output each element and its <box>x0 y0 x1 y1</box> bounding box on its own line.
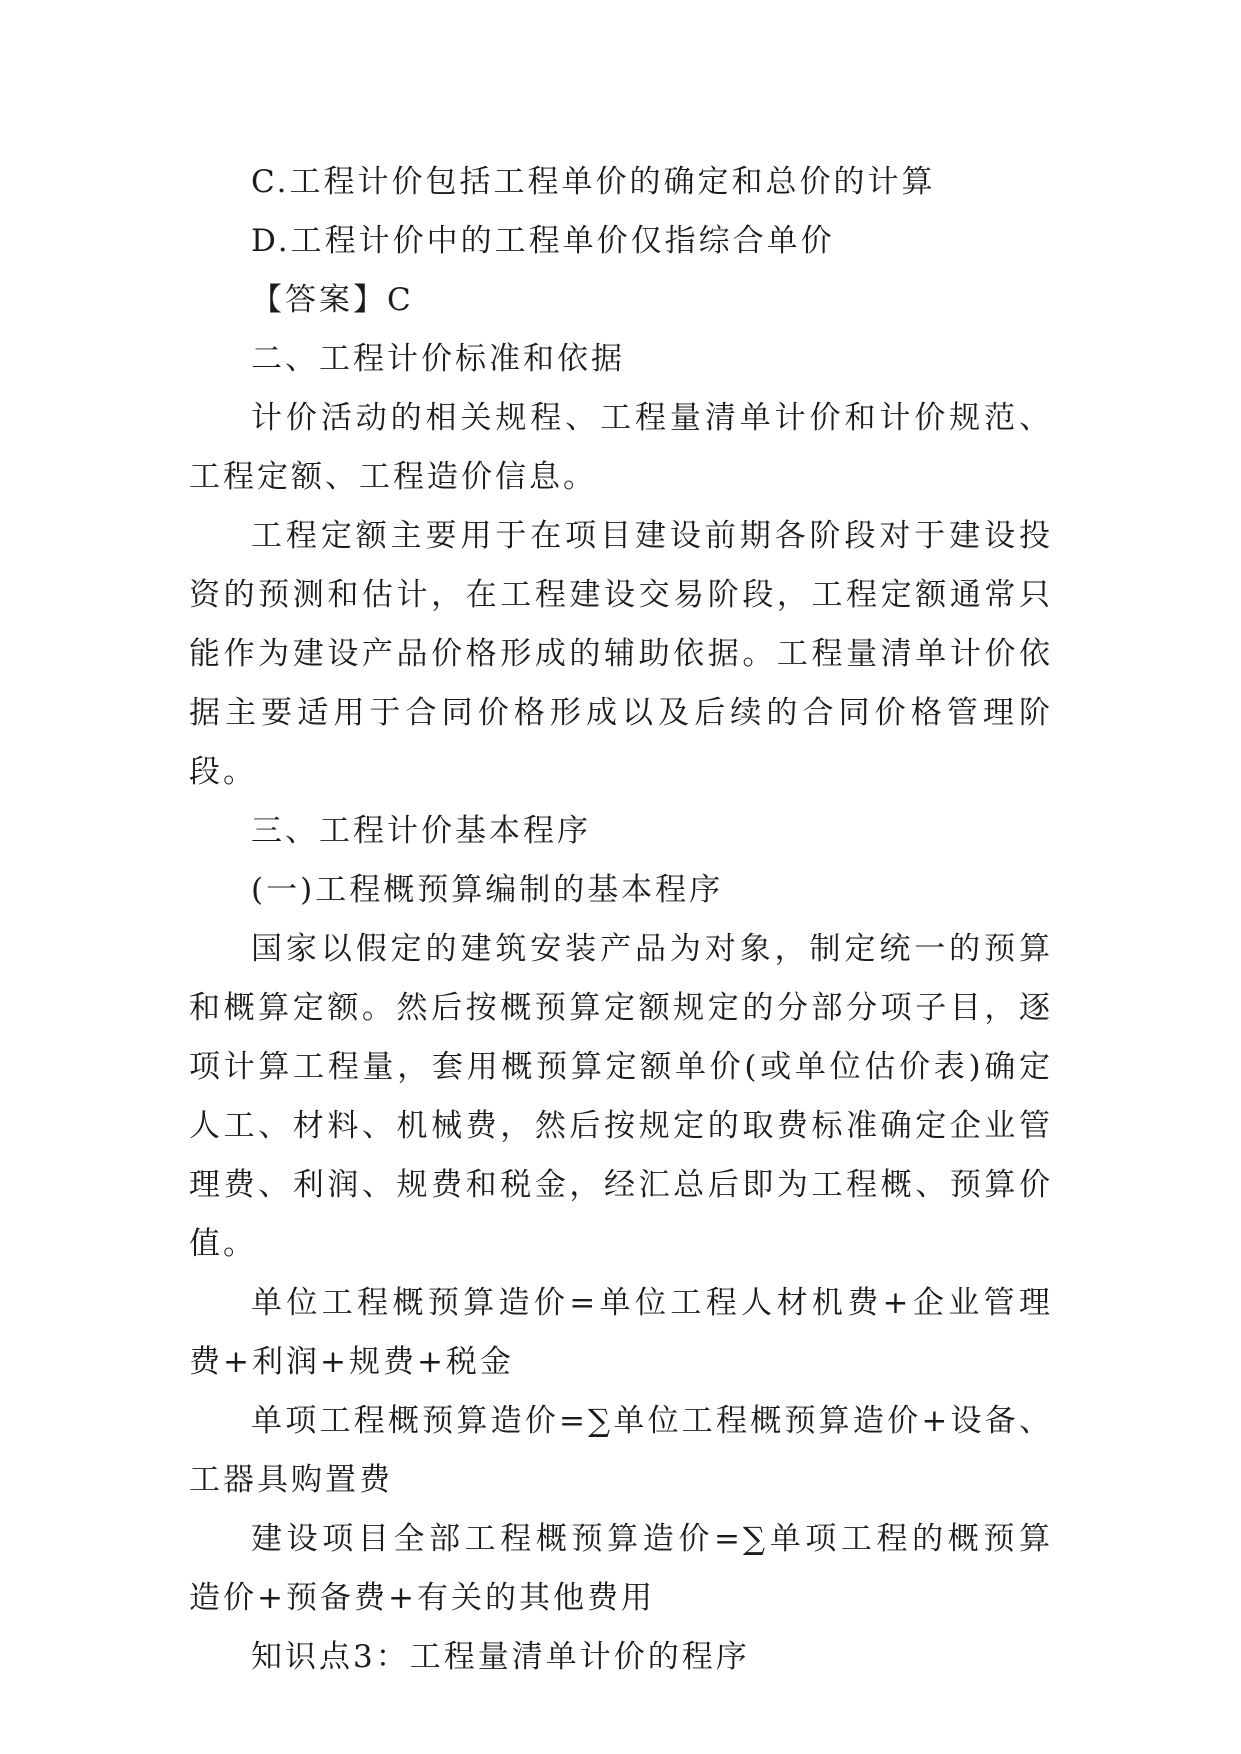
subsection-heading-1: (一)工程概预算编制的基本程序 <box>251 872 724 908</box>
option-d: D.工程计价中的工程单价仅指综合单价 <box>251 223 835 259</box>
document-body <box>189 153 1053 1687</box>
paragraph-quota: 工程定额主要用于在项目建设前期各阶段对于建设投资的预测和估计，在工程建设交易阶段，工程定额通常只能作为建设产品价格形成的辅助依据。工程量清单计价依据主要适用于合同价格形成以及后续的合同价格管理阶段。 <box>189 518 1053 790</box>
answer: 【答案】C <box>251 282 414 318</box>
paragraph-procedure: 国家以假定的建筑安装产品为对象，制定统一的预算和概算定额。然后按概预算定额规定的分部分项子目，逐项计算工程量，套用概预算定额单价(或单位估价表)确定人工、材料、机械费，然后按规定的取费标准确定企业管理费、利润、规费和税金，经汇总后即为工程概、预算价值。 <box>189 931 1053 1262</box>
formula-construction-project: 建设项目全部工程概预算造价=∑单项工程的概预算造价+预备费+有关的其他费用 <box>189 1521 1053 1616</box>
section-heading-3: 三、工程计价基本程序 <box>251 813 591 849</box>
knowledge-point-heading: 知识点3：工程量清单计价的程序 <box>251 1639 750 1675</box>
paragraph-basis: 计价活动的相关规程、工程量清单计价和计价规范、工程定额、工程造价信息。 <box>189 400 1053 495</box>
formula-unit-project: 单位工程概预算造价=单位工程人材机费+企业管理费+利润+规费+税金 <box>189 1285 1053 1380</box>
option-c: C.工程计价包括工程单价的确定和总价的计算 <box>251 164 936 200</box>
section-heading-2: 二、工程计价标准和依据 <box>251 341 625 377</box>
formula-single-project: 单项工程概预算造价=∑单位工程概预算造价+设备、工器具购置费 <box>189 1403 1053 1498</box>
